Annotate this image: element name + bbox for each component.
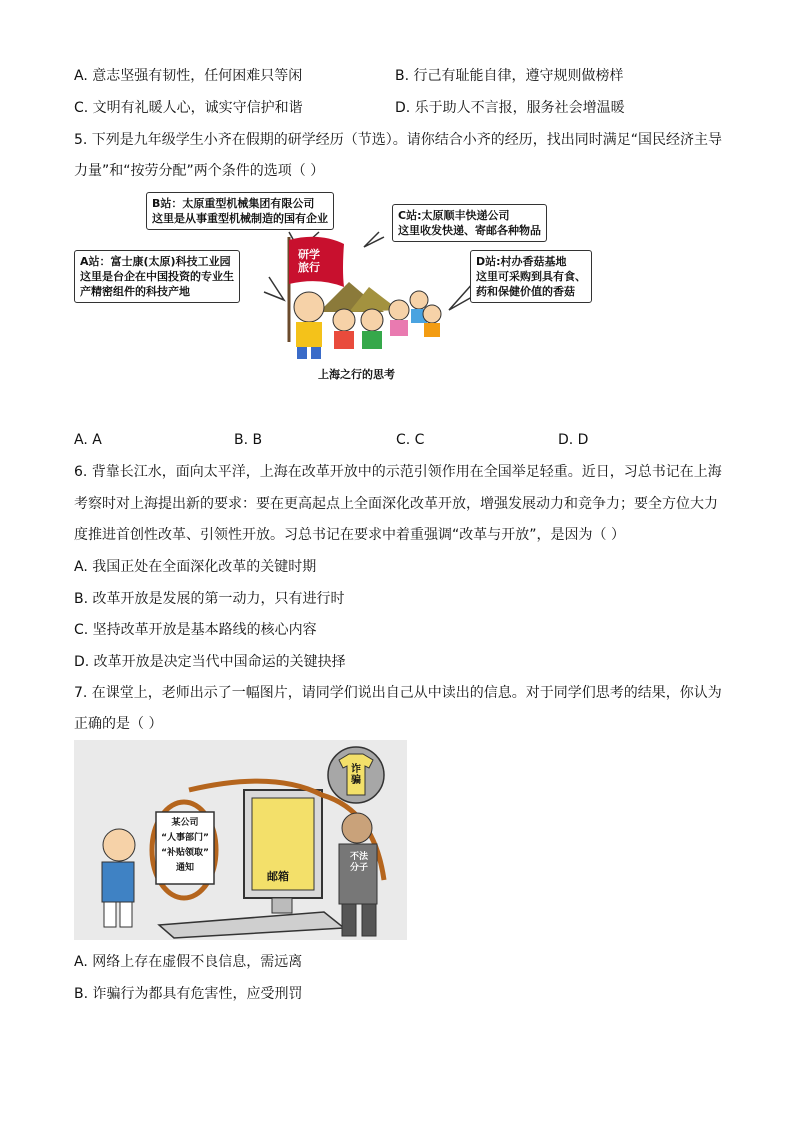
q7-stem-line2: 正确的是（ ） (74, 716, 163, 732)
q5-stem-line1: 5. 下列是九年级学生小齐在假期的研学经历（节选）。请你结合小齐的经历，找出同时满足“国民经济主导 (74, 132, 723, 148)
station-b-desc: 这里是从事重型机械制造的国有企业 (152, 212, 328, 225)
q6-option-d: D. 改革开放是决定当代中国命运的关键抉择 (74, 654, 346, 670)
cartoon-shirt-text (348, 764, 364, 786)
q5-answer-b: B. B (234, 432, 263, 448)
cartoon-fraudster-label (346, 852, 372, 874)
station-c-title: C站:太原顺丰快递公司 (398, 209, 510, 222)
q4-option-d: D. 乐于助人不言报，服务社会增温暖 (395, 100, 625, 116)
station-b-box (146, 192, 334, 230)
station-d-desc1: 这里可采购到具有食、 (476, 270, 586, 283)
q5-answer-d: D. D (558, 432, 589, 448)
q6-option-c: C. 坚持改革开放是基本路线的核心内容 (74, 622, 317, 638)
cartoon-shirt-text-2: 骗 (351, 775, 361, 786)
cartoon-sign-line2: “人事部门” (161, 833, 209, 843)
cartoon-shirt-text-1: 诈 (351, 764, 361, 775)
q5-answer-c: C. C (396, 432, 425, 448)
station-c-desc: 这里收发快递、寄邮各种物品 (398, 224, 541, 237)
cartoon-sign-line1: 某公司 (171, 818, 199, 828)
station-d-title: D站:村办香菇基地 (476, 255, 567, 268)
q5-illustration (74, 192, 594, 387)
station-d-desc2: 药和保健价值的香菇 (476, 285, 575, 298)
flag-text-line1: 研学 (298, 248, 320, 261)
q5-stem-line2: 力量”和“按劳分配”两个条件的选项（ ） (74, 163, 325, 179)
cartoon-sign-line4: 通知 (175, 863, 194, 873)
station-a-box (74, 250, 240, 303)
q7-cartoon (74, 740, 407, 940)
q7-option-a: A. 网络上存在虚假不良信息，需远离 (74, 954, 303, 970)
cartoon-fraudster-label-2: 分子 (349, 863, 368, 873)
q7-stem-line1: 7. 在课堂上，老师出示了一幅图片，请同学们说出自己从中读出的信息。对于同学们思考的结果，你认为 (74, 685, 722, 701)
q4-option-b: B. 行己有耻能自律，遵守规则做榜样 (395, 68, 624, 84)
cartoon-fraudster-label-1: 不法 (349, 852, 368, 862)
q5-answer-a: A. A (74, 432, 102, 448)
q4-option-a: A. 意志坚强有韧性，任何困难只等闲 (74, 68, 303, 84)
station-d-box (470, 250, 592, 303)
q6-option-a: A. 我国正处在全面深化改革的关键时期 (74, 559, 317, 575)
flag-text (298, 248, 320, 274)
cartoon-sign (158, 816, 212, 876)
q6-stem-line2: 考察时对上海提出新的要求：要在更高起点上全面深化改革开放，增强发展动力和竞争力；要全方位大力 (74, 496, 718, 512)
station-a-desc2: 产精密组件的科技产地 (80, 285, 190, 298)
q4-option-c: C. 文明有礼暖人心，诚实守信护和谐 (74, 100, 303, 116)
q6-stem-line1: 6. 背靠长江水，面向太平洋，上海在改革开放中的示范引领作用在全国举足轻重。近日，习总书记在上海 (74, 464, 722, 480)
station-a-desc1: 这里是台企在中国投资的专业生 (80, 270, 234, 283)
illustration-caption: 上海之行的思考 (318, 368, 395, 381)
q7-option-b: B. 诈骗行为都具有危害性，应受刑罚 (74, 986, 303, 1002)
cartoon-mailbox-label: 邮箱 (267, 870, 289, 883)
cartoon-sign-line3: “补贴领取” (161, 848, 209, 858)
station-c-box (392, 204, 547, 242)
q6-stem-line3: 度推进首创性改革、引领性开放。习总书记在要求中着重强调“改革与开放”，是因为（ ） (74, 527, 625, 543)
station-a-title: A站：富士康(太原)科技工业园 (80, 255, 231, 268)
q6-option-b: B. 改革开放是发展的第一动力，只有进行时 (74, 591, 345, 607)
station-b-title: B站：太原重型机械集团有限公司 (152, 197, 315, 210)
flag-text-line2: 旅行 (298, 261, 320, 274)
